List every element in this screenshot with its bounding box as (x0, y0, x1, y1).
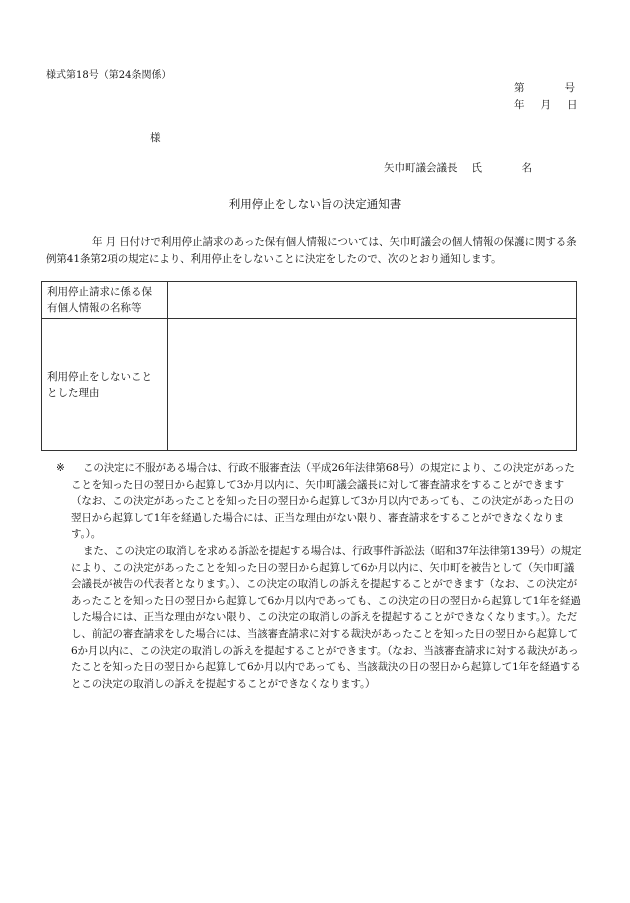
info-name-value[interactable] (168, 282, 577, 319)
document-date (514, 97, 578, 112)
number-suffix: 号 (564, 82, 575, 94)
issuer-line (384, 160, 532, 175)
table-row (42, 319, 577, 451)
decision-info-table (41, 281, 577, 451)
document-title: 利用停止をしない旨の決定通知書 (228, 197, 402, 211)
date-month: 月 (540, 99, 551, 111)
appeal-notice (46, 460, 584, 692)
note-paragraph-2: また、この決定の取消しを求める訴訟を提起する場合は、行政事件訴訟法（昭和37年法律第139号）の規定により、この決定があったことを知った日の翌日から起算して6か月以内に、矢巾町を被告として（矢巾町議会議長が被告の代表者となります。）、この決定の取消しの訴えを提起することができます（なお、この決定があったことを知った日の翌日から起算して6か月以内であっても、この決定の日の翌日から起算して1年を経過した場合には、正当な理由がない限り、この決定の取消しの訴えを提起することができなくなります。）。ただし、前記の審査請求をした場合には、当該審査請求に対する裁決があったことを知った日の翌日から起算して6か月以内に、この決定の取消しの訴えを提起することができます。（なお、当該審査請求に対する裁決があったことを知った日の翌日から起算して6か月以内であっても、当該裁決の日の翌日から起算して1年を経過するとこの決定の取消しの訴えを提起することができなくなります。） (71, 544, 582, 690)
issuer-title: 矢巾町議会議長 (384, 162, 458, 174)
document-number (514, 80, 575, 95)
note-mark: ※ (56, 462, 65, 474)
addressee-honorific: 様 (150, 132, 161, 144)
number-prefix: 第 (514, 82, 525, 94)
reason-value[interactable] (168, 319, 577, 451)
note-paragraph-1: この決定に不服がある場合は、行政不服審査法（平成26年法律第68号）の規定により、この決定があったことを知った日の翌日から起算して3か月以内に、矢巾町議会議長に対して審査請求をすることができます（なお、この決定があったことを知った日の翌日から起算して3か月以内であっても、この決定があった日の翌日から起算して1年を経過した場合には、正当な理由がない限り、審査請求をすることができなくなります。）。 (71, 462, 575, 541)
date-year: 年 (514, 99, 525, 111)
form-number-label: 様式第18号（第24条関係） (46, 70, 172, 81)
info-name-label: 利用停止請求に係る保有個人情報の名称等 (42, 282, 168, 319)
date-day: 日 (567, 99, 578, 111)
issuer-name-label-2: 名 (521, 162, 532, 174)
body-paragraph: 年 月 日付けで利用停止請求のあった保有個人情報については、矢巾町議会の個人情報の保護に関する条例第41条第2項の規定により、利用停止をしないことに決定をしたので、次のとおり通知します。 (46, 236, 577, 265)
reason-label: 利用停止をしないこととした理由 (42, 319, 168, 451)
issuer-name-label: 氏 (471, 162, 482, 174)
table-row (42, 282, 577, 319)
